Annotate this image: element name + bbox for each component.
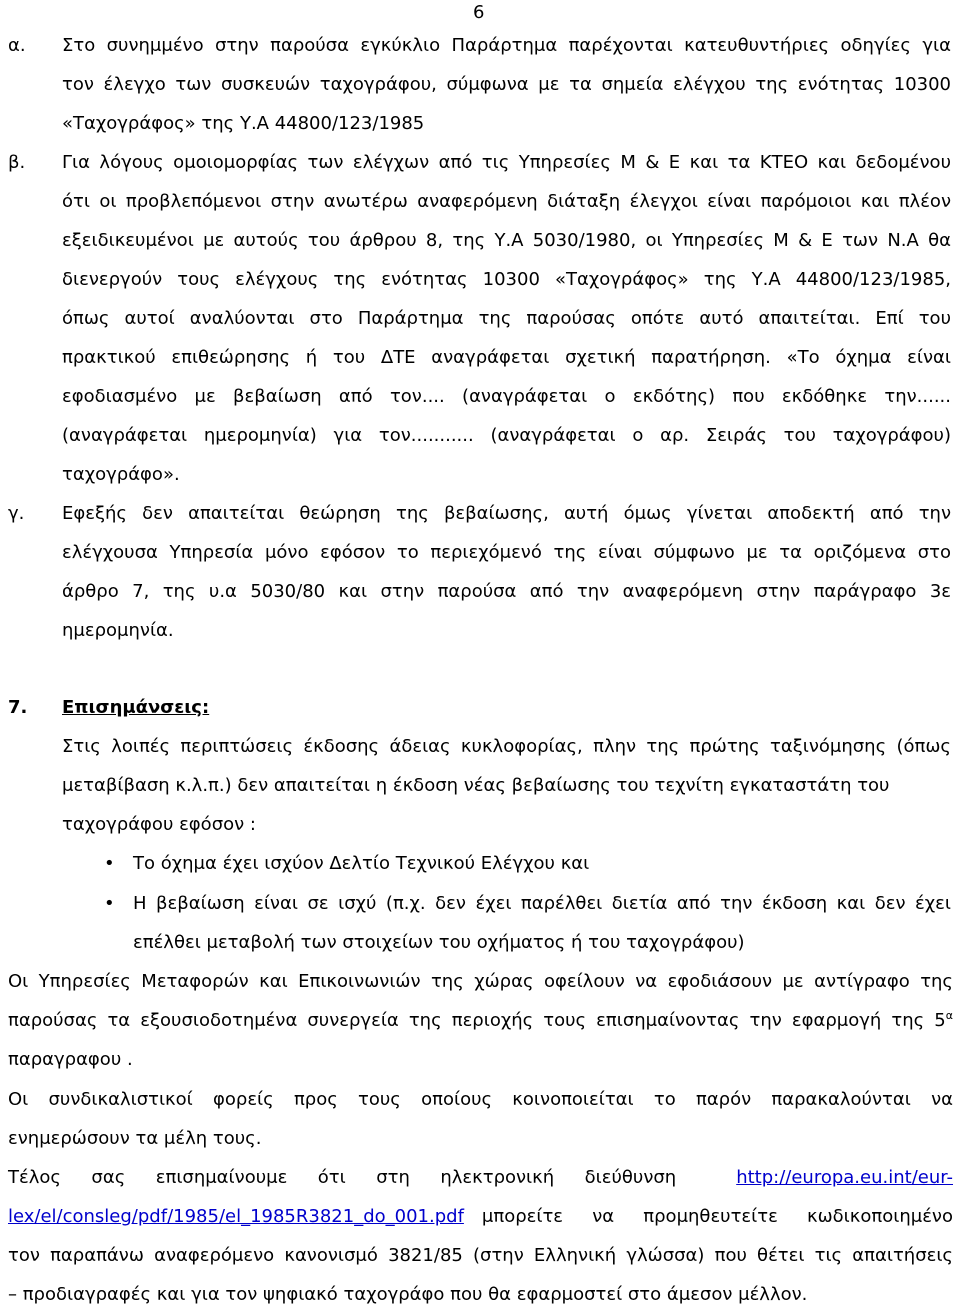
item-b-line-1: Για λόγους ομοιομορφίας των ελέγχων από τις Υπηρεσίες Μ & Ε και τα ΚΤΕΟ και δεδομένου xyxy=(62,152,951,173)
item-a-label: α. xyxy=(8,35,26,56)
superscript-alpha: α xyxy=(945,1009,953,1022)
page-number: 6 xyxy=(473,2,485,23)
para-3-line-3: τον παραπάνω αναφερόμενο κανονισμό 3821/85 (στην Ελληνική γλώσσα) που θέτει τις απαιτήσεις xyxy=(8,1245,953,1266)
bullet-1-marker: • xyxy=(104,853,115,874)
para-3-start: Τέλος σας επισημαίνουμε ότι στη ηλεκτρονική διεύθυνση xyxy=(8,1167,677,1188)
para-3-line-4: – προδιαγραφές και για τον ψηφιακό ταχογράφο που θα εφαρμοστεί στο άμεσον μέλλον. xyxy=(8,1284,808,1305)
item-b-line-4: διενεργούν τους ελέγχους της ενότητας 10300 «Ταχογράφος» της Υ.Α 44800/123/1985, xyxy=(62,269,951,290)
item-b-line-5: όπως αυτοί αναλύονται στο Παράρτημα της παρούσας οπότε αυτό απαιτείται. Επί του xyxy=(62,308,951,329)
item-b-line-2: ότι οι προβλεπόμενοι στην ανωτέρω αναφερόμενη διάταξη έλεγχοι είναι παρόμοιοι και πλέον xyxy=(62,191,951,212)
item-b-line-3: εξειδικευμένοι με αυτούς του άρθρου 8, της Υ.Α 5030/1980, οι Υπηρεσίες Μ & Ε των Ν.Α θα xyxy=(62,230,951,251)
para-1-line-3: παραγραφου . xyxy=(8,1049,133,1070)
section-intro-line-3: ταχογράφου εφόσον : xyxy=(62,814,256,835)
item-b-line-6: πρακτικού επιθεώρησης ή του ΔΤΕ αναγράφεται σχετική παρατήρηση. «Το όχημα είναι xyxy=(62,347,951,368)
bullet-2-continuation: επέλθει μεταβολή των στοιχείων του οχήματος ή του ταχογράφου) xyxy=(133,932,745,953)
eur-lex-link-part-1[interactable]: http://europa.eu.int/eur- xyxy=(736,1167,953,1188)
item-c-line-3: άρθρο 7, της υ.α 5030/80 και στην παρούσα από την αναφερόμενη στην παράγραφο 3ε xyxy=(62,581,951,602)
item-a-line-1: Στο συνημμένο στην παρούσα εγκύκλιο Παράρτημα παρέχονται κατευθυντήριες οδηγίες για xyxy=(62,35,951,56)
item-c-line-4: ημερομηνία. xyxy=(62,620,174,641)
eur-lex-link-part-2[interactable]: lex/el/consleg/pdf/1985/el_1985R3821_do_001.pdf xyxy=(8,1206,464,1227)
para-3-line-2 xyxy=(8,1206,953,1228)
para-2-line-1: Οι συνδικαλιστικοί φορείς προς τους οποίους κοινοποιείται το παρόν παρακαλούνται να xyxy=(8,1089,953,1110)
item-b-line-9: ταχογράφο». xyxy=(62,464,180,485)
para-2-line-2: ενημερώσουν τα μέλη τους. xyxy=(8,1128,262,1149)
bullet-1-text: Το όχημα έχει ισχύον Δελτίο Τεχνικού Ελέγχου και xyxy=(133,853,590,874)
para-3-line-1 xyxy=(8,1167,953,1189)
item-c-line-1: Εφεξής δεν απαιτείται θεώρηση της βεβαίωσης, αυτή όμως γίνεται αποδεκτή από την xyxy=(62,503,951,524)
bullet-2-marker: • xyxy=(104,893,115,914)
item-b-line-8: (αναγράφεται ημερομηνία) για τον........... (αναγράφεται ο αρ. Σειράς του ταχογράφου) xyxy=(62,425,951,446)
para-1-line-1: Οι Υπηρεσίες Μεταφορών και Επικοινωνιών της χώρας οφείλουν να εφοδιάσουν με αντίγραφο της xyxy=(8,971,953,992)
section-intro-line-1: Στις λοιπές περιπτώσεις έκδοσης άδειας κυκλοφορίας, πλην της πρώτης ταξινόμησης (όπως xyxy=(62,736,951,757)
item-a-line-2: τον έλεγχο των συσκευών ταχογράφου, σύμφωνα με τα σημεία ελέγχου της ενότητας 10300 xyxy=(62,74,951,95)
item-a-line-3: «Ταχογράφος» της Υ.Α 44800/123/1985 xyxy=(62,113,425,134)
section-heading: Επισημάνσεις: xyxy=(62,697,210,718)
para-3-after-link: μπορείτε να προμηθευτείτε κωδικοποιημένο xyxy=(481,1206,953,1227)
section-intro-line-2: μεταβίβαση κ.λ.π.) δεν απαιτείται η έκδοση νέας βεβαίωσης του τεχνίτη εγκαταστάτη του xyxy=(62,775,890,796)
item-c-line-2: ελέγχουσα Υπηρεσία μόνο εφόσον το περιεχόμενό της είναι σύμφωνο με τα οριζόμενα στο xyxy=(62,542,951,563)
section-number: 7. xyxy=(8,697,28,718)
item-c-label: γ. xyxy=(8,503,25,524)
para-1-line-2-text: παρούσας τα εξουσιοδοτημένα συνεργεία της περιοχής τους επισημαίνοντας την εφαρμογή της 5 xyxy=(8,1010,946,1031)
para-1-line-2 xyxy=(8,1010,953,1032)
item-b-line-7: εφοδιασμένο με βεβαίωση από τον.... (αναγράφεται ο εκδότης) που εκδόθηκε την...... xyxy=(62,386,951,407)
bullet-2-text: Η βεβαίωση είναι σε ισχύ (π.χ. δεν έχει παρέλθει διετία από την έκδοση και δεν έχει xyxy=(133,893,951,914)
item-b-label: β. xyxy=(8,152,26,173)
